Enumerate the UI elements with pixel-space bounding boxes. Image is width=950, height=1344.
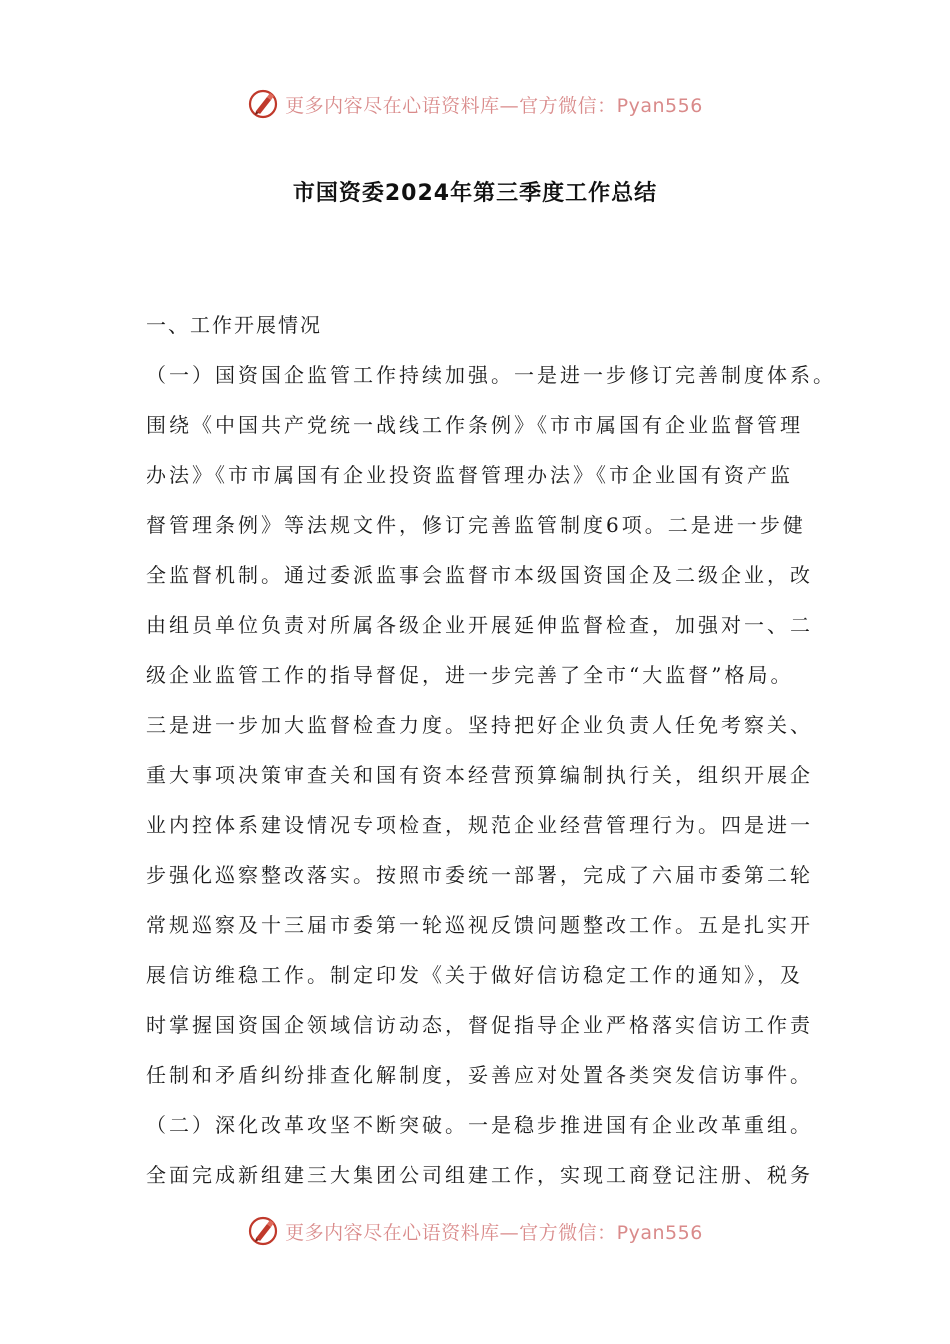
body-line: 时掌握国资国企领域信访动态，督促指导企业严格落实信访工作责 xyxy=(146,1013,813,1037)
watermark-text: 更多内容尽在心语资料库—官方微信：Pyan556 xyxy=(285,1221,703,1244)
body-line: 任制和矛盾纠纷排查化解制度，妥善应对处置各类突发信访事件。 xyxy=(146,1063,813,1087)
document-title: 市国资委2024年第三季度工作总结 xyxy=(292,181,658,206)
pen-logo-icon xyxy=(247,1215,279,1247)
body-line: 重大事项决策审查关和国有资本经营预算编制执行关，组织开展企 xyxy=(146,763,813,787)
body-line: 业内控体系建设情况专项检查，规范企业经营管理行为。四是进一 xyxy=(146,813,813,837)
body-line: 由组员单位负责对所属各级企业开展延伸监督检查，加强对一、二 xyxy=(146,613,813,637)
document-body xyxy=(146,300,836,1200)
body-line: （二）深化改革攻坚不断突破。一是稳步推进国有企业改革重组。 xyxy=(146,1113,813,1137)
body-line: 督管理条例》等法规文件，修订完善监管制度6项。二是进一步健 xyxy=(146,513,806,537)
body-line: 办法》《市市属国有企业投资监督管理办法》《市企业国有资产监 xyxy=(146,463,793,487)
body-line: 围绕《中国共产党统一战线工作条例》《市市属国有企业监督管理 xyxy=(146,413,803,437)
watermark-banner-top xyxy=(0,84,950,124)
watermark-banner-bottom xyxy=(0,1211,950,1251)
wechat-id: Pyan556 xyxy=(616,1221,703,1244)
section-heading: 一、工作开展情况 xyxy=(146,313,322,337)
body-line: 全面完成新组建三大集团公司组建工作，实现工商登记注册、税务 xyxy=(146,1163,813,1187)
body-line: 常规巡察及十三届市委第一轮巡视反馈问题整改工作。五是扎实开 xyxy=(146,913,813,937)
body-line: 级企业监管工作的指导督促，进一步完善了全市“大监督”格局。 xyxy=(146,663,794,687)
body-line: 三是进一步加大监督检查力度。坚持把好企业负责人任免考察关、 xyxy=(146,713,813,737)
wechat-id: Pyan556 xyxy=(616,94,703,117)
body-line: 展信访维稳工作。制定印发《关于做好信访稳定工作的通知》，及 xyxy=(146,963,803,987)
body-line: 全监督机制。通过委派监事会监督市本级国资国企及二级企业，改 xyxy=(146,563,813,587)
pen-logo-icon xyxy=(247,88,279,120)
watermark-text: 更多内容尽在心语资料库—官方微信：Pyan556 xyxy=(285,94,703,117)
body-line: 步强化巡察整改落实。按照市委统一部署，完成了六届市委第二轮 xyxy=(146,863,813,887)
body-line: （一）国资国企监管工作持续加强。一是进一步修订完善制度体系。 xyxy=(146,363,836,387)
